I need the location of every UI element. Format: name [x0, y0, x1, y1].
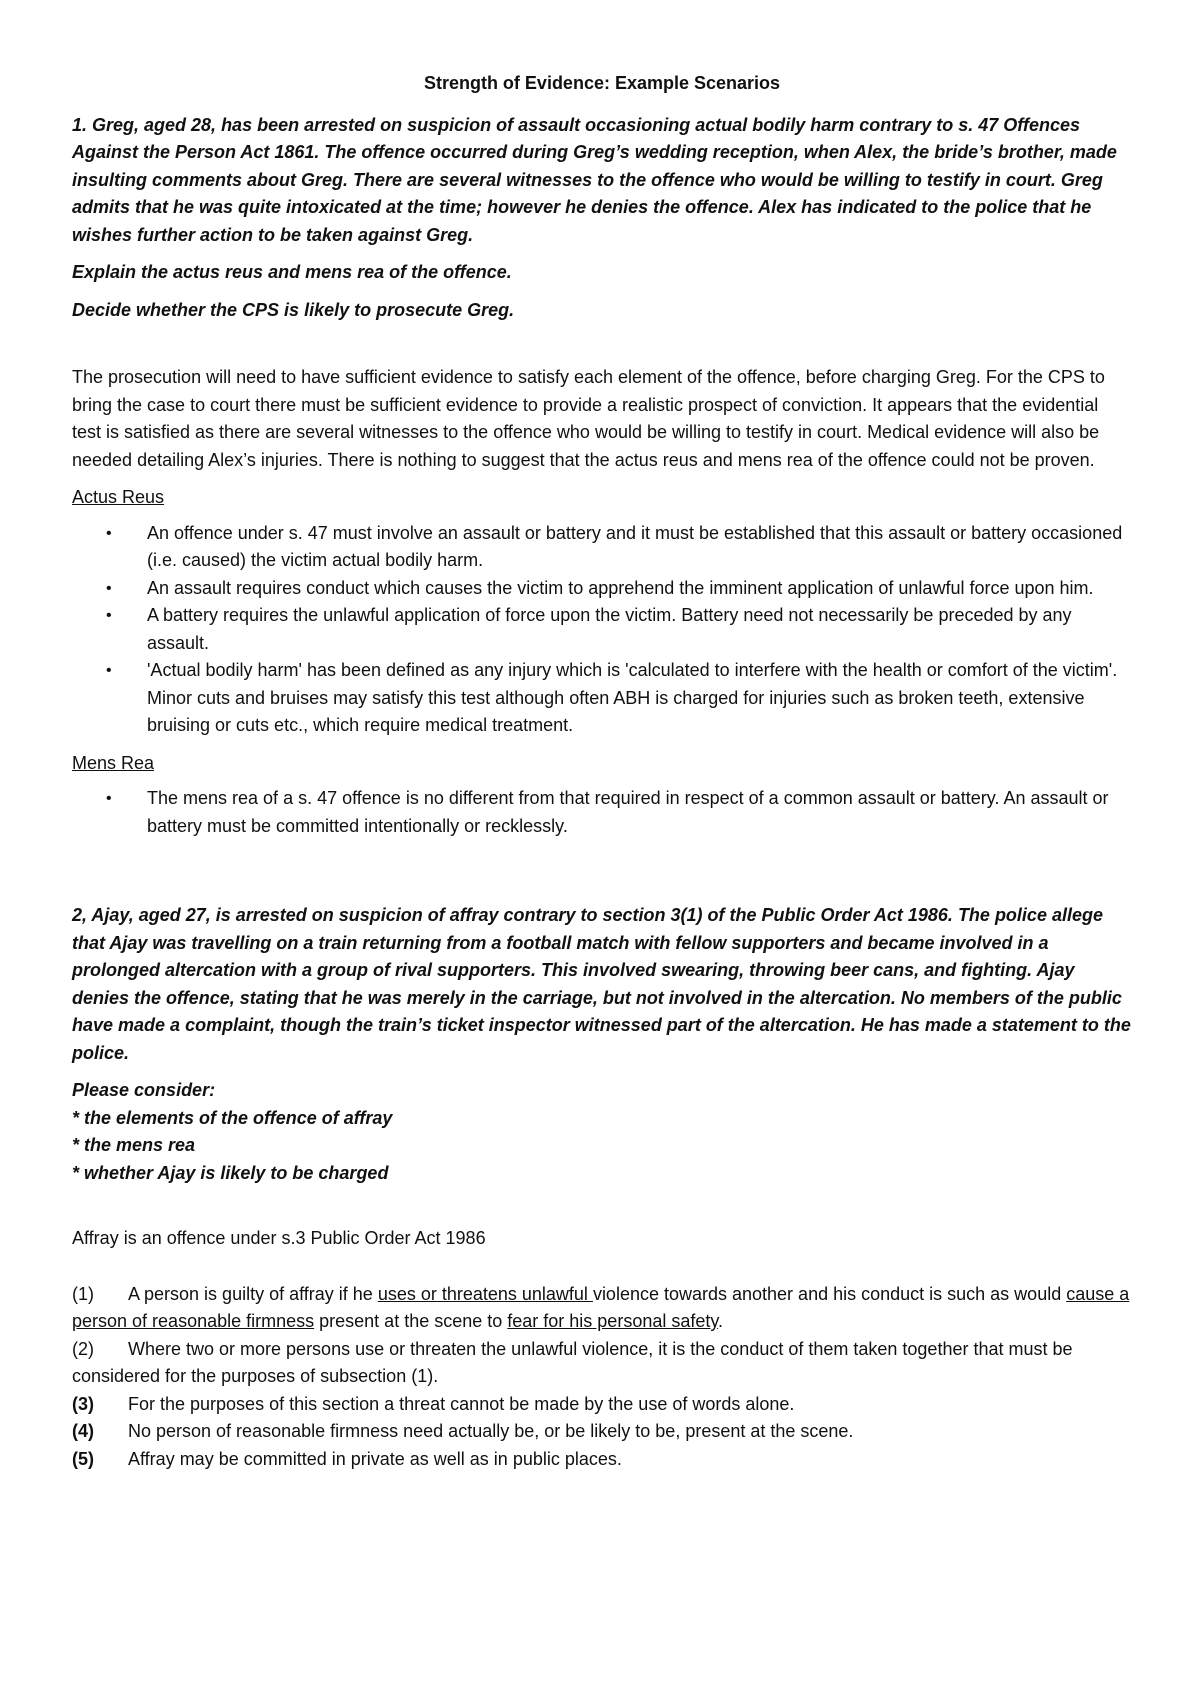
scenario-1-question-1: Explain the actus reus and mens rea of the offence. — [72, 262, 512, 282]
list-item: • A battery requires the unlawful application of force upon the victim. Battery need not necessarily be preceded by any assault. — [72, 602, 1132, 657]
affray-section-5: (5) Affray may be committed in private as well as in public places. — [72, 1446, 1132, 1474]
actus-reus-list — [72, 520, 1132, 740]
affray-section-4: (4) No person of reasonable firmness need actually be, or be likely to be, present at the scene. — [72, 1418, 1132, 1446]
scenario-1-question-2: Decide whether the CPS is likely to prosecute Greg. — [72, 299, 515, 320]
section-number: (1) — [72, 1283, 94, 1304]
section-number: (2) — [72, 1338, 94, 1359]
actus-reus-heading: Actus Reus — [72, 487, 165, 507]
underlined-phrase: cause a person of reasonable firmness — [72, 1283, 1130, 1331]
list-item: • 'Actual bodily harm' has been defined as any injury which is 'calculated to interfere with the health or comfort of the victim'. Minor cuts and bruises may satisfy this test although often ABH is charged for injuries such as broken teeth, extensive bruising or cuts etc., which require medical treatment. — [72, 657, 1132, 740]
consider-item: * whether Ajay is likely to be charged — [72, 1162, 389, 1183]
section-number: (4) — [72, 1421, 94, 1441]
scenario-2-text: 2, Ajay, aged 27, is arrested on suspicion of affray contrary to section 3(1) of the Public Order Act 1986. The police allege that Ajay was travelling on a train returning from a football match with fellow supporters and became involved in a prolonged altercation with a group of rival supporters. This involved swearing, throwing beer cans, and fighting. Ajay denies the offence, stating that he was merely in the carriage, but not involved in the altercation. No members of the public have made a complaint, though the train’s ticket inspector witnessed part of the altercation. He has made a statement to the police. — [72, 905, 1131, 1063]
mens-rea-heading: Mens Rea — [72, 752, 155, 773]
consider-item: * the elements of the offence of affray — [72, 1107, 393, 1128]
scenario-1-text: 1. Greg, aged 28, has been arrested on suspicion of assault occasioning actual bodily harm contrary to s. 47 Offences Against the Person Act 1861. The offence occurred during Greg’s wedding reception, when Alex, the bride’s brother, made insulting comments about Greg. There are several witnesses to the offence who would be willing to testify in court. Greg admits that he was quite intoxicated at the time; however he denies the offence. Alex has indicated to the police that he wishes further action to be taken against Greg. — [72, 114, 1117, 245]
section-number: (5) — [72, 1448, 94, 1469]
underlined-phrase: uses or threatens unlawful — [377, 1283, 593, 1304]
list-item: • An assault requires conduct which causes the victim to apprehend the imminent application of unlawful force upon him. — [72, 575, 1132, 603]
underlined-phrase: fear for his personal safety — [507, 1311, 719, 1331]
consider-item: * the mens rea — [72, 1135, 196, 1155]
affray-section-3: (3) For the purposes of this section a threat cannot be made by the use of words alone. — [72, 1391, 1132, 1419]
document-page — [72, 70, 1132, 1473]
list-item: • The mens rea of a s. 47 offence is no different from that required in respect of a common assault or battery. An assault or battery must be committed intentionally or recklessly. — [72, 785, 1132, 840]
list-item: • An offence under s. 47 must involve an assault or battery and it must be established that this assault or battery occasioned (i.e. caused) the victim actual bodily harm. — [72, 520, 1132, 575]
mens-rea-list — [72, 785, 1132, 840]
document-title: Strength of Evidence: Example Scenarios — [423, 73, 781, 93]
affray-section-2: (2) Where two or more persons use or threaten the unlawful violence, it is the conduct of them taken together that must be considered for the purposes of subsection (1). — [72, 1336, 1132, 1391]
affray-section-1: (1) A person is guilty of affray if he uses or threatens unlawful violence towards another and his conduct is such as would cause a person of reasonable firmness present at the scene to fear for his personal safety. — [72, 1281, 1132, 1336]
scenario-1-answer: The prosecution will need to have sufficient evidence to satisfy each element of the offence, before charging Greg. For the CPS to bring the case to court there must be sufficient evidence to provide a realistic prospect of conviction. It appears that the evidential test is satisfied as there are several witnesses to the offence who would be willing to testify in court. Medical evidence will also be needed detailing Alex’s injuries. There is nothing to suggest that the actus reus and mens rea of the offence could not be proven. — [72, 367, 1105, 470]
affray-intro: Affray is an offence under s.3 Public Order Act 1986 — [72, 1228, 486, 1248]
consider-heading: Please consider: — [72, 1080, 216, 1100]
section-number: (3) — [72, 1393, 94, 1414]
